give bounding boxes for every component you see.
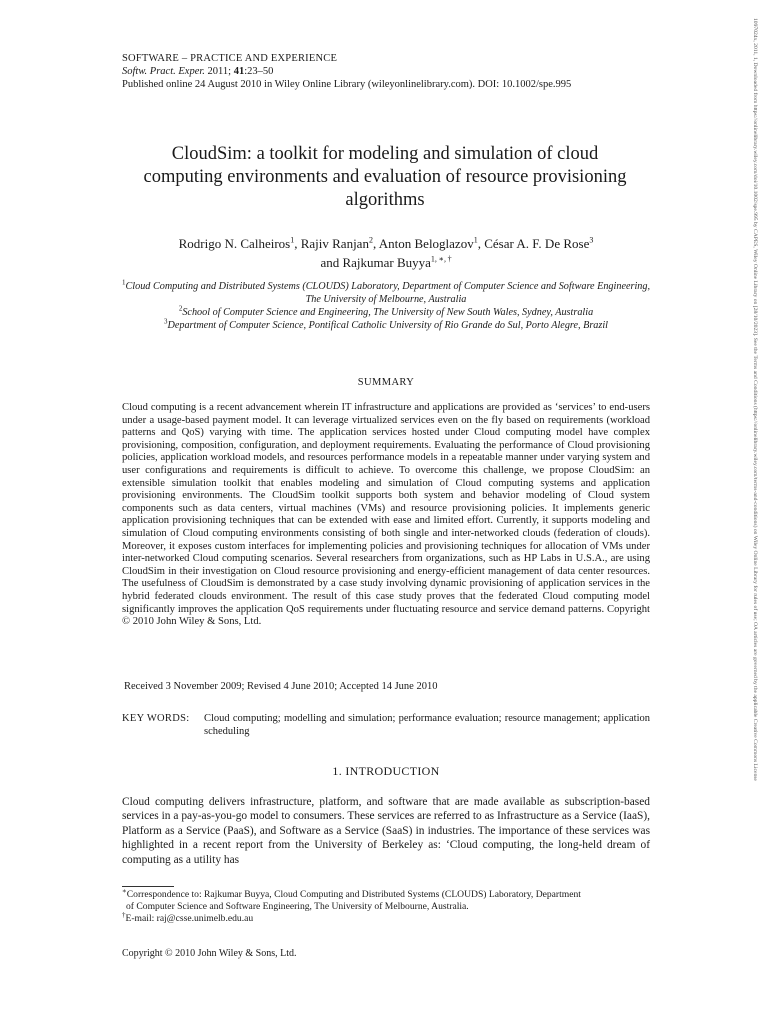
journal-volume: 41 [233, 66, 245, 77]
author-name: , Rajiv Ranjan [294, 236, 369, 251]
footnote-email [122, 910, 650, 925]
section-heading-introduction: 1. INTRODUCTION [332, 764, 440, 778]
keywords-label: KEY WORDS: [122, 713, 190, 724]
affiliations [120, 280, 652, 332]
publication-info: Published online 24 August 2010 in Wiley Online Library (wileyonlinelibrary.com). DOI: 10.1002/spe.995 [122, 79, 572, 90]
affiliation-number: 1 [121, 278, 126, 287]
download-watermark-text: 1097024x, 2011, 1, Downloaded from https://onlinelibrary.wiley.com/doi/10.1002/spe.995 by CAPES, Wiley Online Library on [28/10/2023]. See the Terms and Conditions (https://onlinelibrary.wiley.com/terms-and-conditions) on Wiley Online Library for rules of use; OA articles are governed by the applicable Creative Commons License [752, 18, 758, 781]
affiliation-text: Cloud Computing and Distributed Systems (CLOUDS) Laboratory, Department of Computer Science and Software Engineering, The University of Melbourne, Australia [125, 281, 651, 305]
affiliation-marker: 3 [589, 235, 594, 245]
affiliation-2 [120, 306, 652, 319]
author-name: , Anton Beloglazov [372, 236, 474, 251]
journal-pages: :23–50 [244, 66, 274, 77]
journal-abbrev: Softw. Pract. Exper. [122, 66, 205, 77]
footnote-rule [122, 886, 174, 887]
paper-title: CloudSim: a toolkit for modeling and simulation of cloud computing environments and evaluation of resource provisioning algorithms [143, 144, 627, 210]
footnotes [122, 886, 650, 925]
journal-year: 2011; [204, 66, 234, 77]
affiliation-number: 3 [163, 317, 168, 326]
journal-name: SOFTWARE – PRACTICE AND EXPERIENCE [122, 53, 338, 64]
journal-citation [122, 65, 642, 78]
keywords [122, 712, 650, 738]
footnote-email-text: E-mail: raj@csse.unimelb.edu.au [125, 913, 254, 924]
keywords-text: Cloud computing; modelling and simulation; performance evaluation; resource management; application scheduling [204, 713, 650, 737]
affiliation-marker: 1, ∗, † [430, 254, 452, 264]
copyright-notice: Copyright © 2010 John Wiley & Sons, Ltd. [122, 948, 297, 959]
affiliation-1 [120, 280, 652, 306]
abstract-text: Cloud computing is a recent advancement wherein IT infrastructure and applications are provided as ‘services’ to end-users under a usage-based payment model. It can leverage virtualized services even on the fly based on requirements (workload patterns and QoS) varying with time. The application services hosted under Cloud computing model have complex provisioning, composition, configuration, and deployment requirements. Evaluating the performance of Cloud provisioning policies, application workload models, and resources performance models in a repeatable manner under varying system and user configurations and requirements is difficult to achieve. To overcome this challenge, we propose CloudSim: an extensible simulation toolkit that enables modeling and simulation of Cloud computing systems and application provisioning environments. The CloudSim toolkit supports both system and behavior modeling of Cloud system components such as data centers, virtual machines (VMs) and resource provisioning policies. It implements generic application provisioning techniques that can be extended with ease and limited effort. Currently, it supports modeling and simulation of Cloud computing environments consisting of both single and inter-networked clouds (federation of clouds). Moreover, it exposes custom interfaces for implementing policies and provisioning techniques for allocation of VMs under inter-networked Cloud computing scenarios. Several researchers from organizations, such as HP Labs in U.S.A., are using CloudSim in their investigation on Cloud resource provisioning and energy-efficient management of data center resources. The usefulness of CloudSim is demonstrated by a case study involving dynamic provisioning of application services in the hybrid federated clouds environment. The result of this case study proves that the federated Cloud computing model significantly improves the application QoS requirements under fluctuating resource and service demand patterns. Copyright © 2010 John Wiley & Sons, Ltd. [122, 402, 650, 628]
affiliation-3 [120, 319, 652, 332]
author-line-1 [122, 234, 650, 253]
download-watermark [748, 18, 762, 1008]
footnote-correspondence [122, 886, 650, 901]
affiliation-marker: 1 [290, 235, 295, 245]
affiliation-number: 2 [178, 304, 183, 313]
footnote-mark: ∗ [122, 886, 127, 895]
introduction-paragraph: Cloud computing delivers infrastructure, platform, and software that are made available as subscription-based services in a pay-as-you-go model to consumers. These services are referred to as Infrastructure as a Service (IaaS), Platform as a Service (PaaS), and Software as a Service (SaaS) in industries. The importance of these services was highlighted in a recent report from the University of Berkeley as: ‘Cloud computing, the long-held dream of computing as a utility has [122, 796, 650, 866]
affiliation-text: Department of Computer Science, Pontifical Catholic University of Rio Grande do Sul, Porto Alegre, Brazil [167, 320, 609, 331]
received-dates: Received 3 November 2009; Revised 4 June 2010; Accepted 14 June 2010 [124, 681, 438, 692]
summary-heading: SUMMARY [357, 377, 415, 388]
affiliation-marker: 2 [368, 235, 373, 245]
affiliation-text: School of Computer Science and Engineering, The University of New South Wales, Sydney, Australia [182, 307, 594, 318]
author-name: Rodrigo N. Calheiros [178, 236, 291, 251]
affiliation-marker: 1 [473, 235, 478, 245]
footnote-correspondence-cont: of Computer Science and Software Engineering, The University of Melbourne, Australia. [126, 901, 469, 912]
author-list [122, 234, 650, 272]
footnote-mark: † [122, 910, 126, 919]
footnote-text: Correspondence to: Rajkumar Buyya, Cloud Computing and Distributed Systems (CLOUDS) Laboratory, Department [126, 889, 581, 900]
journal-header [122, 52, 642, 91]
author-name: , César A. F. De Rose [477, 236, 590, 251]
author-line-2 [122, 253, 650, 272]
author-name: and Rajkumar Buyya [320, 255, 431, 270]
